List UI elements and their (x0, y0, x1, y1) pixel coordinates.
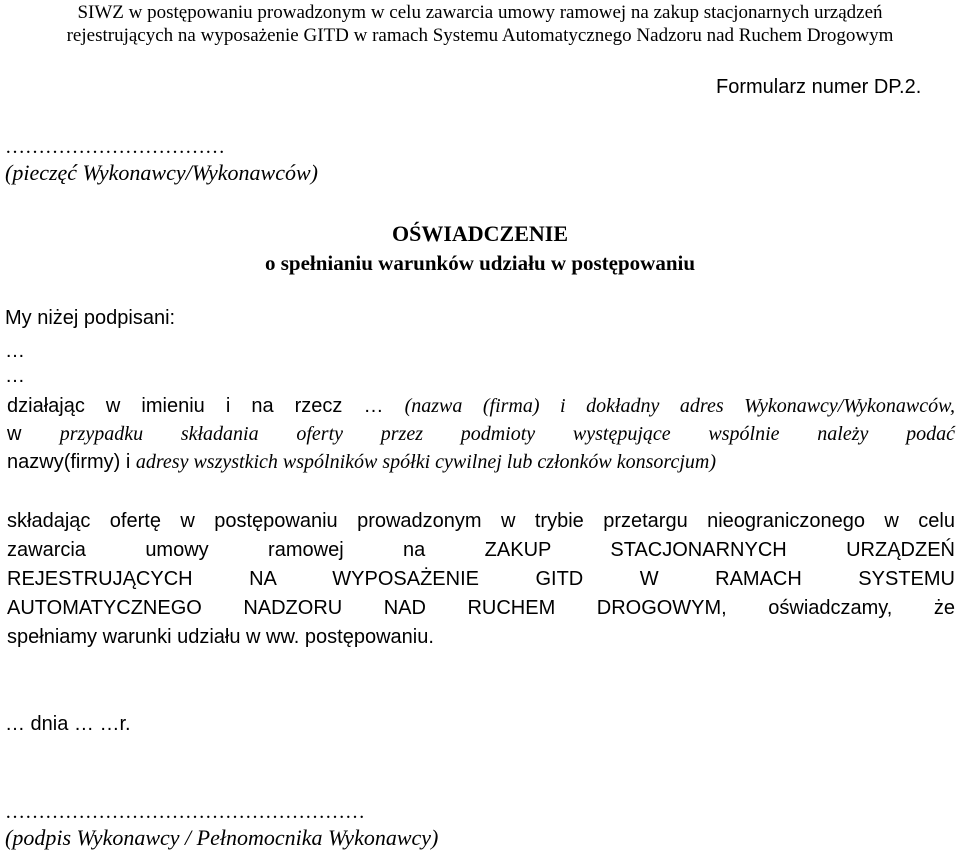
acting-line-1-italic: (nazwa (firma) i dokładny adres Wykonawcy/Wykonawców, (404, 395, 955, 417)
signatories-dots-2: … (5, 365, 25, 387)
signature-dots: ……………………………………………… (5, 801, 365, 823)
offer-line-2: zawarcia umowy ramowej na ZAKUP STACJONARNYCH URZĄDZEŃ (7, 539, 955, 561)
offer-line-4: AUTOMATYCZNEGO NADZORU NAD RUCHEM DROGOWYM, oświadczamy, że (7, 597, 955, 619)
acting-line-2-italic: przypadku składania oferty przez podmioty występujące wspólnie należy podać (59, 423, 956, 445)
signature-label: (podpis Wykonawcy / Pełnomocnika Wykonawcy) (5, 825, 439, 850)
signatories-label: My niżej podpisani: (5, 307, 176, 329)
stamp-label: (pieczęć Wykonawcy/Wykonawców) (5, 160, 318, 185)
acting-line-2-prefix: w (7, 423, 60, 445)
form-number: Formularz numer DP.2. (716, 76, 922, 98)
acting-line-3 (7, 451, 716, 474)
header-line-1: SIWZ w postępowaniu prowadzonym w celu zawarcia umowy ramowej na zakup stacjonarnych urządzeń (77, 2, 883, 23)
acting-line-2 (7, 423, 955, 446)
acting-line-3-italic: adresy wszystkich wspólników spółki cywilnej lub członków konsorcjum) (135, 451, 716, 473)
signatories-dots-1: … (5, 340, 25, 362)
offer-line-1: składając ofertę w postępowaniu prowadzonym w trybie przetargu nieograniczonego w celu (7, 510, 955, 532)
offer-line-3: REJESTRUJĄCYCH NA WYPOSAŻENIE GITD W RAMACH SYSTEMU (7, 568, 955, 590)
page-subtitle: o spełnianiu warunków udziału w postępowaniu (264, 251, 696, 275)
offer-line-5: spełniamy warunki udziału w ww. postępowaniu. (7, 626, 434, 648)
stamp-dots: …………………………… (5, 136, 225, 158)
header-line-2: rejestrujących na wyposażenie GITD w ramach Systemu Automatycznego Nadzoru nad Ruchem Drogowym (66, 25, 894, 46)
acting-line-1 (7, 395, 955, 418)
acting-prefix: działając w imieniu i na rzecz … (7, 395, 405, 417)
date-line: … dnia … …r. (5, 713, 131, 735)
page-title: OŚWIADCZENIE (391, 221, 569, 246)
acting-line-3-prefix: nazwy(firmy) i (7, 451, 136, 473)
